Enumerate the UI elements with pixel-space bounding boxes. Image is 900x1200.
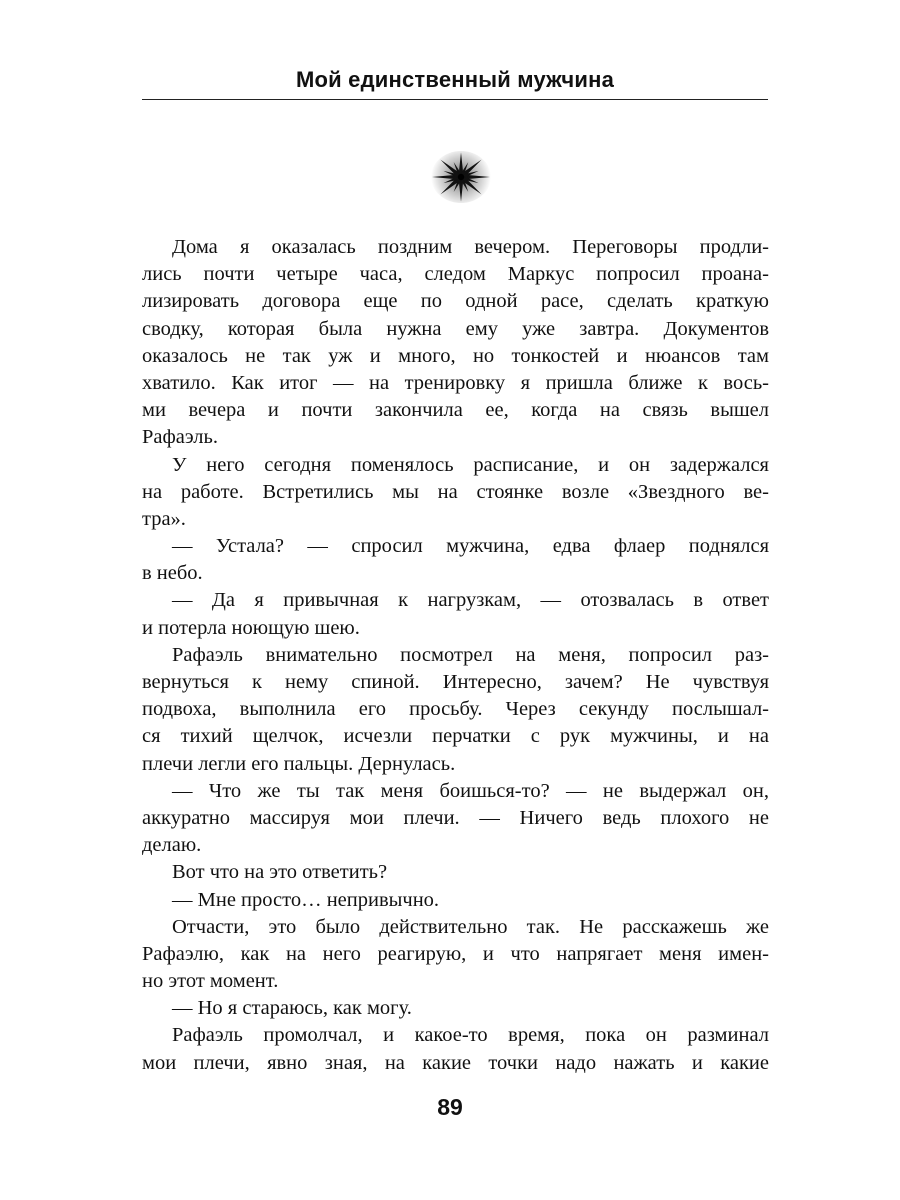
text-line: — Мне просто… непривычно. [172, 888, 440, 911]
text-line: Рафаэль внимательно посмотрел на меня, попросил раз- [172, 643, 769, 666]
text-line: плечи легли его пальцы. Дернулась. [142, 752, 456, 775]
chapter-text [142, 234, 769, 1077]
star-core [458, 174, 464, 180]
text-line: мои плечи, явно зная, на какие точки надо нажать и какие [142, 1051, 769, 1074]
text-line: на работе. Встретились мы на стоянке возле «Звездного ве- [142, 480, 769, 503]
text-line: Вот что на это ответить? [172, 861, 388, 884]
text-line: ся тихий щелчок, исчезли перчатки с рук мужчины, и на [142, 725, 769, 748]
text-line: подвоха, выполнила его просьбу. Через секунду послышал- [142, 698, 769, 721]
text-line: вернуться к нему спиной. Интересно, зачем? Не чувствуя [142, 671, 769, 693]
text-line: хватило. Как итог — на тренировку я пришла ближе к вось- [142, 371, 769, 394]
text-line: лись почти четыре часа, следом Маркус попросил проана- [142, 263, 769, 286]
page-number: 89 [437, 1094, 463, 1120]
text-line: Рафаэль. [142, 426, 219, 449]
text-line: Дома я оказалась поздним вечером. Переговоры продли- [172, 236, 769, 258]
starburst-icon [423, 146, 499, 208]
text-line: У него сегодня поменялось расписание, и он задержался [172, 453, 769, 476]
text-line: ми вечера и почти закончила ее, когда на связь вышел [142, 399, 769, 422]
book-title: Мой единственный мужчина [295, 67, 615, 92]
text-line: — Что же ты так меня боишься-то? — не выдержал он, [172, 779, 769, 802]
text-line: — Устала? — спросил мужчина, едва флаер поднялся [172, 535, 769, 558]
text-line: лизировать договора еще по одной расе, сделать краткую [142, 290, 769, 313]
text-line: и потерла ноющую шею. [142, 616, 360, 639]
text-line: Отчасти, это было действительно так. Не расскажешь же [172, 915, 769, 938]
text-line: в небо. [142, 562, 203, 585]
text-line: аккуратно массируя мои плечи. — Ничего ведь плохого не [142, 806, 769, 829]
text-line: оказалось не так уж и много, но тонкостей и нюансов там [142, 344, 769, 367]
header-divider [142, 99, 768, 100]
text-line: но этот момент. [142, 970, 279, 993]
text-line: делаю. [142, 834, 202, 857]
text-line: тра». [142, 507, 186, 530]
text-line: сводку, которая была нужна ему уже завтра. Документов [142, 317, 769, 340]
running-header [142, 66, 768, 94]
text-line: — Но я стараюсь, как могу. [172, 997, 412, 1020]
text-line: Рафаэлю, как на него реагирую, и что напрягает меня имен- [142, 942, 769, 965]
text-line: Рафаэль промолчал, и какое-то время, пока он разминал [172, 1024, 769, 1047]
text-line: — Да я привычная к нагрузкам, — отозвалась в ответ [172, 589, 769, 612]
